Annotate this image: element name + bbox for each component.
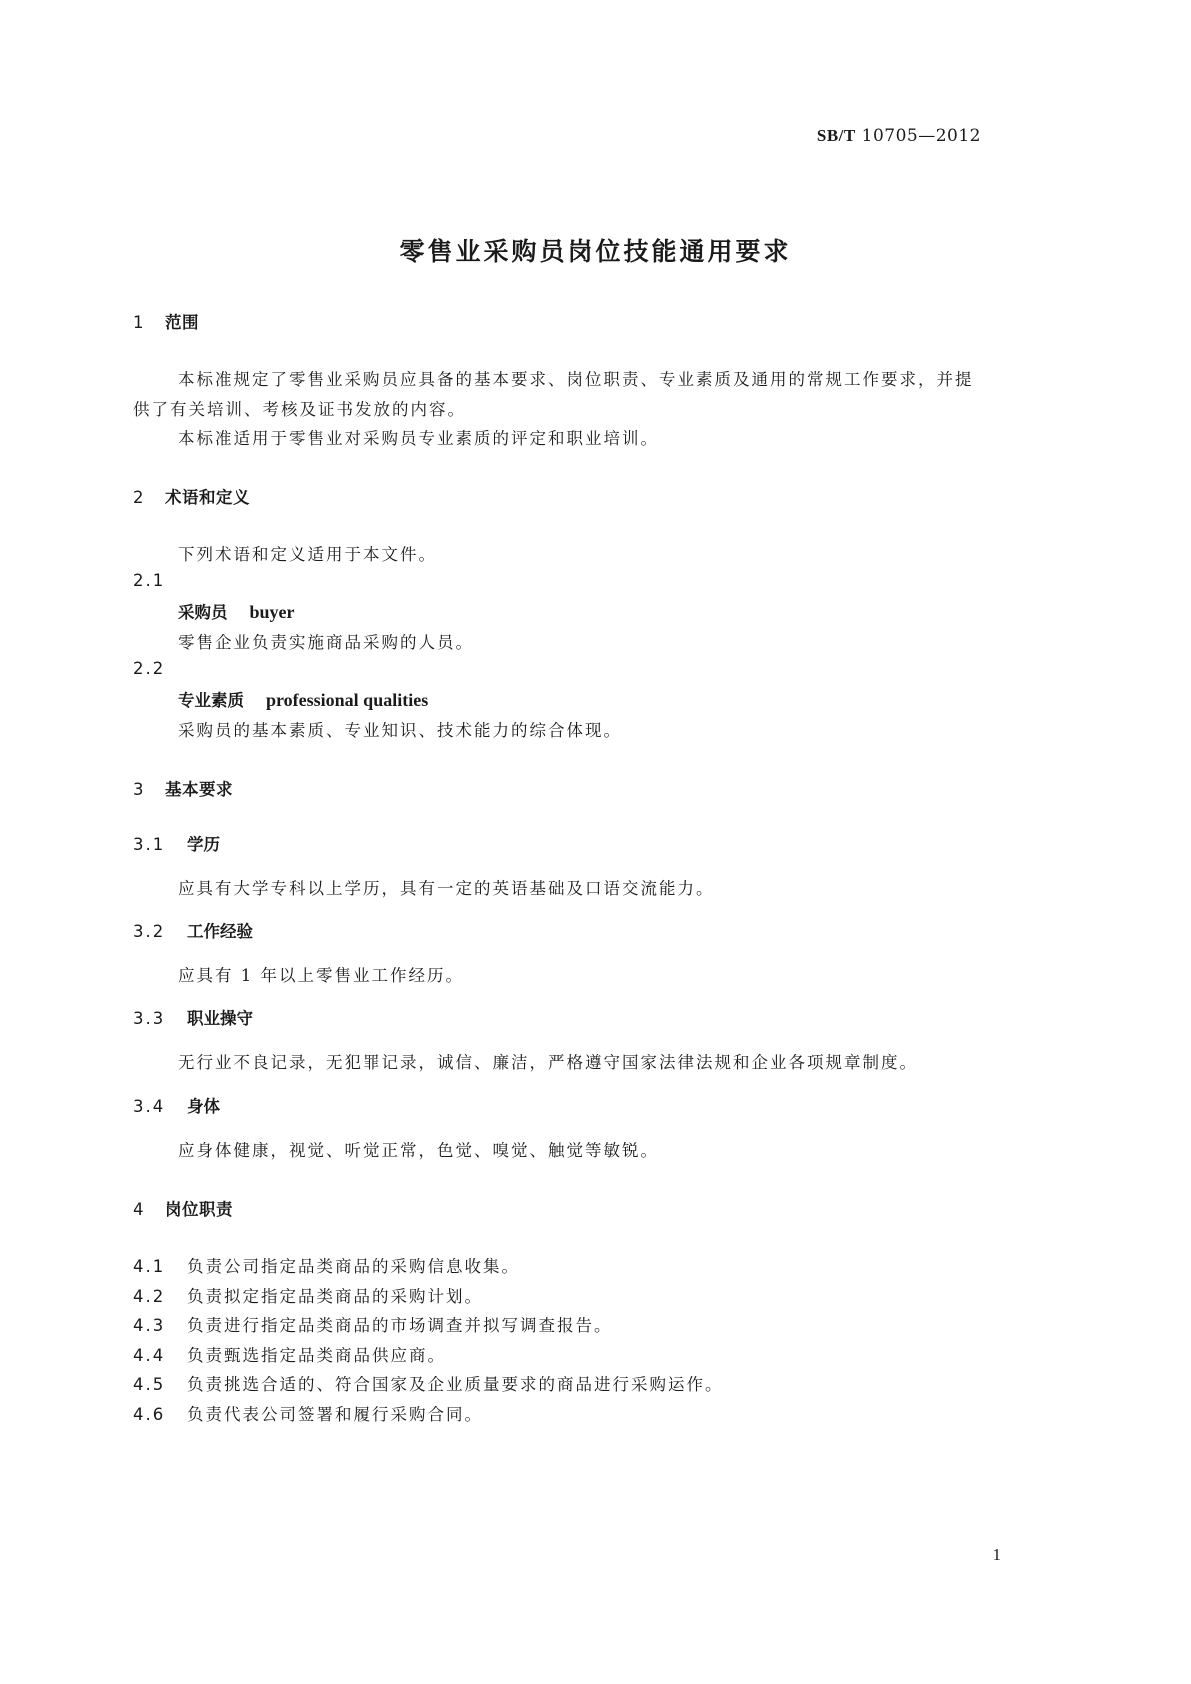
subsection-heading	[133, 1005, 253, 1029]
scope-paragraph-2: 本标准适用于零售业对采购员专业素质的评定和职业培训。	[178, 429, 659, 448]
item-text: 负责挑选合适的、符合国家及企业质量要求的商品进行采购运作。	[187, 1375, 724, 1394]
subsection-number: 3.1	[133, 835, 166, 854]
section-title: 基本要求	[165, 780, 233, 799]
subsection-number: 3.4	[133, 1097, 166, 1116]
term-en: buyer	[249, 602, 295, 622]
subsection-title: 学历	[187, 835, 220, 854]
subsection-number: 3.2	[133, 922, 166, 941]
standard-number	[817, 126, 981, 146]
document-title: 零售业采购员岗位技能通用要求	[399, 237, 792, 266]
term-number: 2.1	[133, 571, 166, 590]
section-title: 岗位职责	[165, 1200, 233, 1219]
subsection-title: 职业操守	[187, 1009, 253, 1028]
term-heading	[178, 687, 428, 711]
section-number: 4	[133, 1200, 144, 1219]
item-text: 负责代表公司签署和履行采购合同。	[187, 1405, 483, 1424]
subsection-text: 应身体健康，视觉、听觉正常，色觉、嗅觉、触觉等敏锐。	[178, 1141, 659, 1160]
list-item	[133, 1253, 520, 1277]
item-number: 4.1	[133, 1257, 166, 1276]
scope-paragraph-line-2: 供了有关培训、考核及证书发放的内容。	[133, 400, 466, 419]
section-number: 1	[133, 313, 144, 332]
list-item	[133, 1371, 724, 1395]
subsection-title: 工作经验	[187, 922, 253, 941]
subsection-number: 3.3	[133, 1009, 166, 1028]
section-title: 术语和定义	[165, 488, 250, 507]
standard-year: 10705—2012	[861, 126, 981, 146]
section-4-heading	[133, 1196, 233, 1220]
section-title: 范围	[165, 313, 199, 332]
item-number: 4.5	[133, 1375, 166, 1394]
list-item	[133, 1342, 446, 1366]
item-text: 负责进行指定品类商品的市场调查并拟写调查报告。	[187, 1316, 613, 1335]
page-number: 1	[992, 1545, 1001, 1564]
subsection-heading	[133, 1093, 220, 1117]
scope-paragraph-line-1: 本标准规定了零售业采购员应具备的基本要求、岗位职责、专业素质及通用的常规工作要求，并提	[178, 370, 974, 389]
section-2-heading	[133, 484, 250, 508]
subsection-heading	[133, 831, 220, 855]
subsection-title: 身体	[187, 1097, 220, 1116]
term-cn: 采购员	[178, 603, 228, 622]
subsection-text: 无行业不良记录，无犯罪记录，诚信、廉洁，严格遵守国家法律法规和企业各项规章制度。	[178, 1053, 918, 1072]
item-text: 负责甄选指定品类商品供应商。	[187, 1346, 446, 1365]
section-1-heading	[133, 309, 199, 333]
item-number: 4.4	[133, 1346, 166, 1365]
list-item	[133, 1283, 483, 1307]
subsection-text: 应具有 1 年以上零售业工作经历。	[178, 966, 464, 985]
term-heading	[178, 599, 295, 623]
subsection-heading	[133, 918, 253, 942]
section-number: 2	[133, 488, 144, 507]
subsection-text: 应具有大学专科以上学历，具有一定的英语基础及口语交流能力。	[178, 879, 715, 898]
term-en: professional qualities	[266, 690, 429, 710]
term-cn: 专业素质	[178, 691, 244, 710]
term-definition: 零售企业负责实施商品采购的人员。	[178, 633, 474, 652]
section-3-heading	[133, 776, 233, 800]
item-number: 4.3	[133, 1316, 166, 1335]
term-number: 2.2	[133, 659, 166, 678]
standard-code: SB/T	[816, 126, 856, 145]
term-definition: 采购员的基本素质、专业知识、技术能力的综合体现。	[178, 721, 622, 740]
list-item	[133, 1312, 613, 1336]
section-number: 3	[133, 780, 144, 799]
item-number: 4.2	[133, 1287, 166, 1306]
item-text: 负责公司指定品类商品的采购信息收集。	[187, 1257, 520, 1276]
item-text: 负责拟定指定品类商品的采购计划。	[187, 1287, 483, 1306]
item-number: 4.6	[133, 1405, 166, 1424]
list-item	[133, 1401, 483, 1425]
terms-intro: 下列术语和定义适用于本文件。	[178, 545, 437, 564]
